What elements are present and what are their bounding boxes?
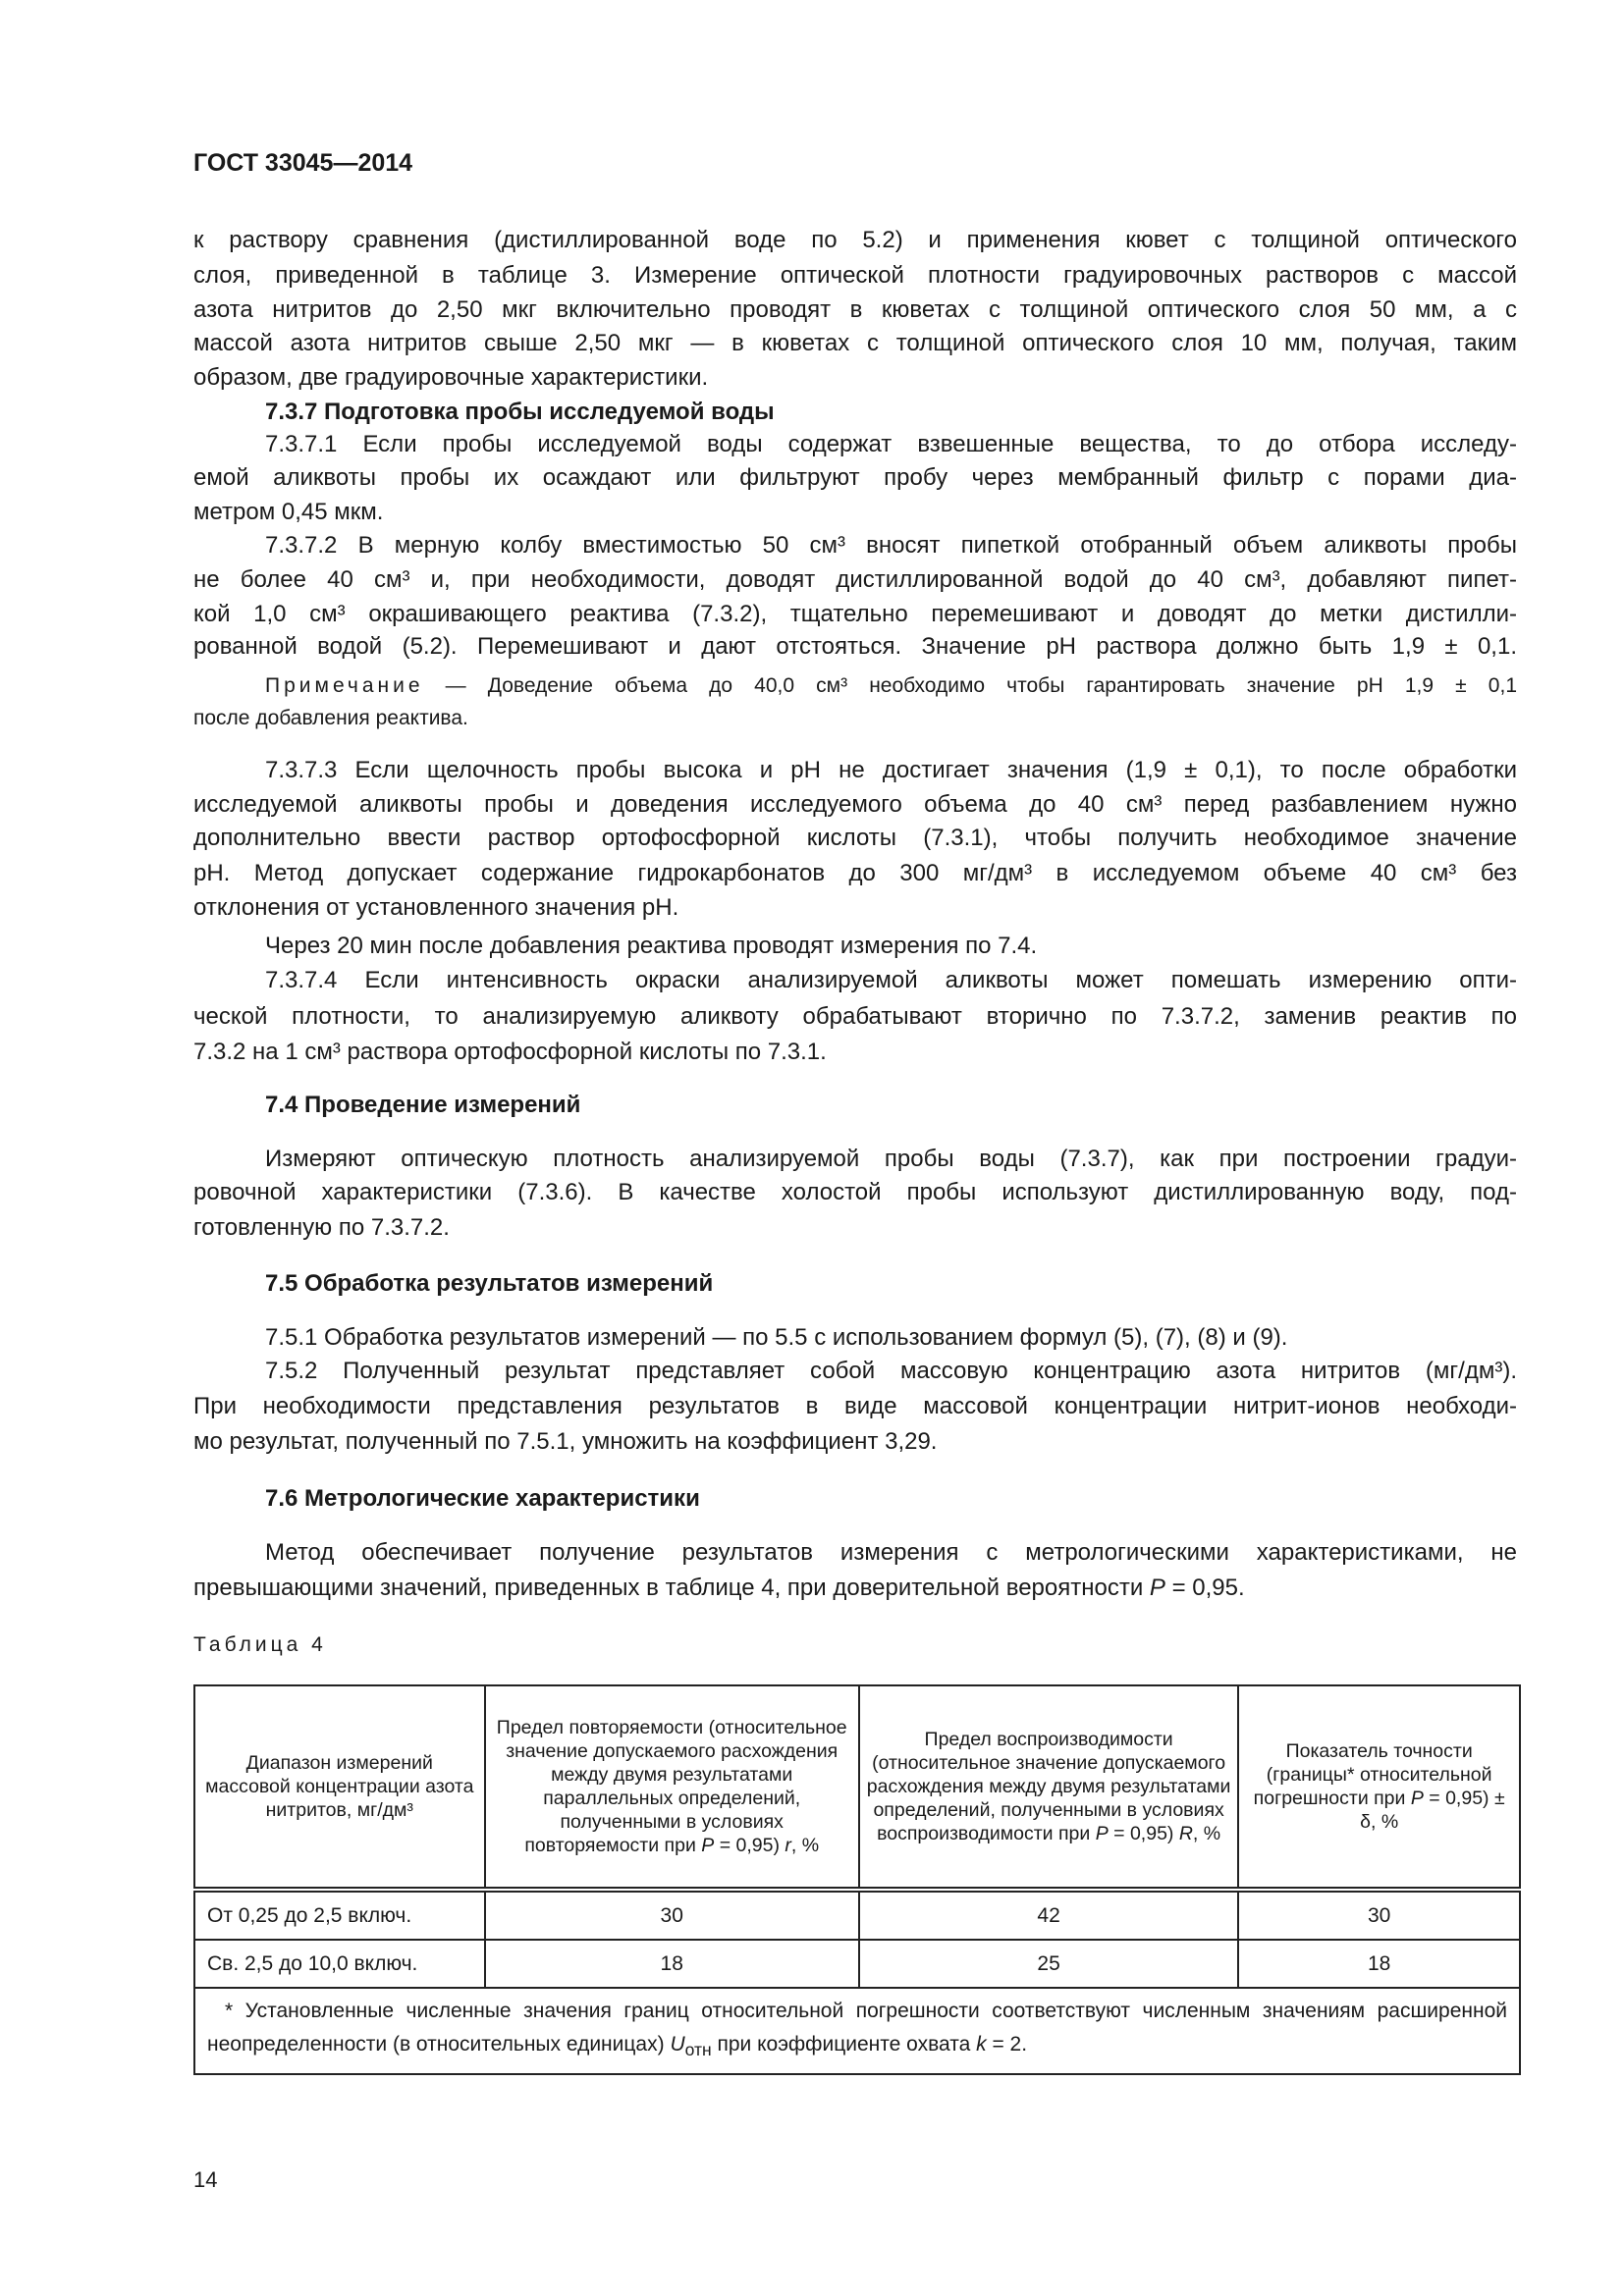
body-line: кой 1,0 см³ окрашивающего реактива (7.3.2), тщательно перемешивают и доводят до метки дистилли- bbox=[193, 601, 1517, 627]
header-text: Показатель точности (границы* относительной погрешности при bbox=[1253, 1740, 1492, 1809]
range-cell: Св. 2,5 до 10,0 включ. bbox=[194, 1940, 485, 1988]
body-line: азота нитритов до 2,50 мкг включительно проводят в кюветах с толщиной оптического слоя 50 мм, а с bbox=[193, 296, 1517, 323]
reproducibility-cell: 25 bbox=[859, 1940, 1238, 1988]
variable: P bbox=[701, 1835, 715, 1856]
body-line: мо результат, полученный по 7.5.1, умножить на коэффициент 3,29. bbox=[193, 1428, 938, 1455]
header-text: Предел воспроизводимости (относительное значение допускаемого расхождения между двумя результатами определений, полученными в условиях воспроизводимости при bbox=[866, 1729, 1231, 1844]
accuracy-cell: 18 bbox=[1238, 1940, 1520, 1988]
table-row bbox=[194, 1890, 1520, 1940]
note-label: Примечание bbox=[265, 674, 424, 697]
body-line: 7.5.2 Полученный результат представляет собой массовую концентрацию азота нитритов (мг/дм³). bbox=[265, 1358, 1517, 1384]
section-heading: 7.3.7 Подготовка пробы исследуемой воды bbox=[265, 399, 775, 425]
body-line: ческой плотности, то анализируемую аликвоту обрабатывают вторично по 7.3.7.2, заменив реактив по bbox=[193, 1003, 1517, 1030]
body-line: к раствору сравнения (дистиллированной воде по 5.2) и применения кювет с толщиной оптического bbox=[193, 227, 1517, 253]
body-line: Через 20 мин после добавления реактива проводят измерения по 7.4. bbox=[265, 933, 1038, 959]
body-line: образом, две градуировочные характеристики. bbox=[193, 364, 709, 391]
variable: U bbox=[670, 2033, 685, 2056]
body-line: 7.3.7.4 Если интенсивность окраски анализируемой аликвоты может помешать измерению опти- bbox=[265, 967, 1517, 993]
header-text: , % bbox=[790, 1835, 820, 1856]
range-cell: От 0,25 до 2,5 включ. bbox=[194, 1890, 485, 1940]
body-line: не более 40 см³ и, при необходимости, доводят дистиллированной водой до 40 см³, добавляют пипет- bbox=[193, 566, 1517, 593]
body-line: массой азота нитритов свыше 2,50 мкг — в кюветах с толщиной оптического слоя 10 мм, получая, таким bbox=[193, 330, 1517, 356]
body-line: емой аликвоты пробы их осаждают или фильтруют пробу через мембранный фильтр с порами диа- bbox=[193, 464, 1517, 491]
table-row bbox=[194, 1940, 1520, 1988]
text: превышающими значений, приведенных в таблице 4, при доверительной вероятности bbox=[193, 1575, 1150, 1601]
repeatability-cell: 18 bbox=[485, 1940, 859, 1988]
footnote-text: при коэффициенте охвата bbox=[711, 2033, 977, 2056]
header-cell bbox=[859, 1685, 1238, 1890]
repeatability-cell: 30 bbox=[485, 1890, 859, 1940]
section-heading: 7.5 Обработка результатов измерений bbox=[265, 1270, 714, 1297]
header-text: = 0,95) bbox=[714, 1835, 785, 1856]
note-text: — Доведение объема до 40,0 см³ необходимо чтобы гарантировать значение pH 1,9 ± 0,1 bbox=[423, 674, 1517, 697]
note-text: после добавления реактива. bbox=[193, 707, 468, 729]
subscript: отн bbox=[684, 2040, 712, 2060]
header-cell bbox=[194, 1685, 485, 1890]
variable: R bbox=[1178, 1823, 1193, 1844]
body-line: pH. Метод допускает содержание гидрокарбонатов до 300 мг/дм³ в исследуемом объеме 40 см³ без bbox=[193, 860, 1517, 886]
body-line: отклонения от установленного значения pH. bbox=[193, 894, 679, 921]
body-line: 7.3.7.3 Если щелочность пробы высока и pH не достигает значения (1,9 ± 0,1), то после обработки bbox=[265, 757, 1517, 783]
body-line: При необходимости представления результатов в виде массовой концентрации нитрит-ионов необходи- bbox=[193, 1393, 1517, 1419]
variable: P bbox=[1095, 1823, 1109, 1844]
page-number: 14 bbox=[193, 2167, 218, 2192]
header-cell bbox=[485, 1685, 859, 1890]
body-line: слоя, приведенной в таблице 3. Измерение оптической плотности градуировочных растворов с массой bbox=[193, 262, 1517, 289]
body-line: Измеряют оптическую плотность анализируемой пробы воды (7.3.7), как при построении градуи- bbox=[265, 1146, 1517, 1172]
header-text: = 0,95) bbox=[1108, 1823, 1179, 1844]
body-line: 7.3.7.2 В мерную колбу вместимостью 50 см³ вносят пипеткой отобранный объем аликвоты пробы bbox=[265, 532, 1517, 559]
header-text: = 0,95) ± δ, % bbox=[1360, 1788, 1505, 1833]
body-line bbox=[193, 1571, 1517, 1606]
variable: P bbox=[1410, 1788, 1424, 1809]
variable: P bbox=[1149, 1575, 1165, 1601]
variable: k bbox=[976, 2033, 987, 2056]
body-line: ровочной характеристики (7.3.6). В качестве холостой пробы используют дистиллированную воду, под- bbox=[193, 1179, 1517, 1205]
body-line: метром 0,45 мкм. bbox=[193, 499, 384, 525]
body-line: Метод обеспечивает получение результатов измерения с метрологическими характеристиками, не bbox=[265, 1539, 1517, 1566]
variable: r bbox=[785, 1835, 791, 1856]
reproducibility-cell: 42 bbox=[859, 1890, 1238, 1940]
body-line: готовленную по 7.3.7.2. bbox=[193, 1214, 450, 1241]
header-text: , % bbox=[1192, 1823, 1221, 1844]
body-line: исследуемой аликвоты пробы и доведения исследуемого объема до 40 см³ перед разбавлением нужно bbox=[193, 791, 1517, 818]
body-line: 7.3.7.1 Если пробы исследуемой воды содержат взвешенные вещества, то до отбора исследу- bbox=[265, 431, 1517, 457]
section-heading: 7.4 Проведение измерений bbox=[265, 1092, 581, 1118]
body-line: 7.5.1 Обработка результатов измерений — по 5.5 с использованием формул (5), (7), (8) и (9). bbox=[265, 1324, 1288, 1351]
metrology-table bbox=[193, 1684, 1521, 2075]
header-text: Предел повторяемости (относительное значение допускаемого расхождения между двумя результатами параллельных определений, полученными в условиях повторяемости при bbox=[496, 1717, 847, 1856]
table-header-row bbox=[194, 1685, 1520, 1890]
footnote-text: * Установленные численные значения границ относительной погрешности соответствуют численным значениям расширенной неопределенности (в относительных единицах) bbox=[207, 2000, 1507, 2056]
body-line: рованной водой (5.2). Перемешивают и дают отстояться. Значение pH раствора должно быть 1,9 ± 0,1. bbox=[193, 633, 1517, 660]
header-text: Диапазон измерений массовой концентрации азота нитритов, мг/дм³ bbox=[205, 1752, 474, 1821]
text: = 0,95. bbox=[1164, 1575, 1245, 1601]
header-cell bbox=[1238, 1685, 1520, 1890]
body-line: дополнительно ввести раствор ортофосфорной кислоты (7.3.1), чтобы получить необходимое значение bbox=[193, 825, 1517, 851]
note bbox=[265, 668, 1517, 704]
document-header: ГОСТ 33045—2014 bbox=[193, 149, 413, 177]
body-line: 7.3.2 на 1 см³ раствора ортофосфорной кислоты по 7.3.1. bbox=[193, 1039, 827, 1065]
table-footnote-row bbox=[194, 1988, 1520, 2074]
accuracy-cell: 30 bbox=[1238, 1890, 1520, 1940]
section-heading: 7.6 Метрологические характеристики bbox=[265, 1485, 700, 1512]
table-footnote bbox=[194, 1988, 1520, 2074]
footnote-text: = 2. bbox=[986, 2033, 1028, 2056]
table-caption: Таблица 4 bbox=[193, 1633, 327, 1656]
